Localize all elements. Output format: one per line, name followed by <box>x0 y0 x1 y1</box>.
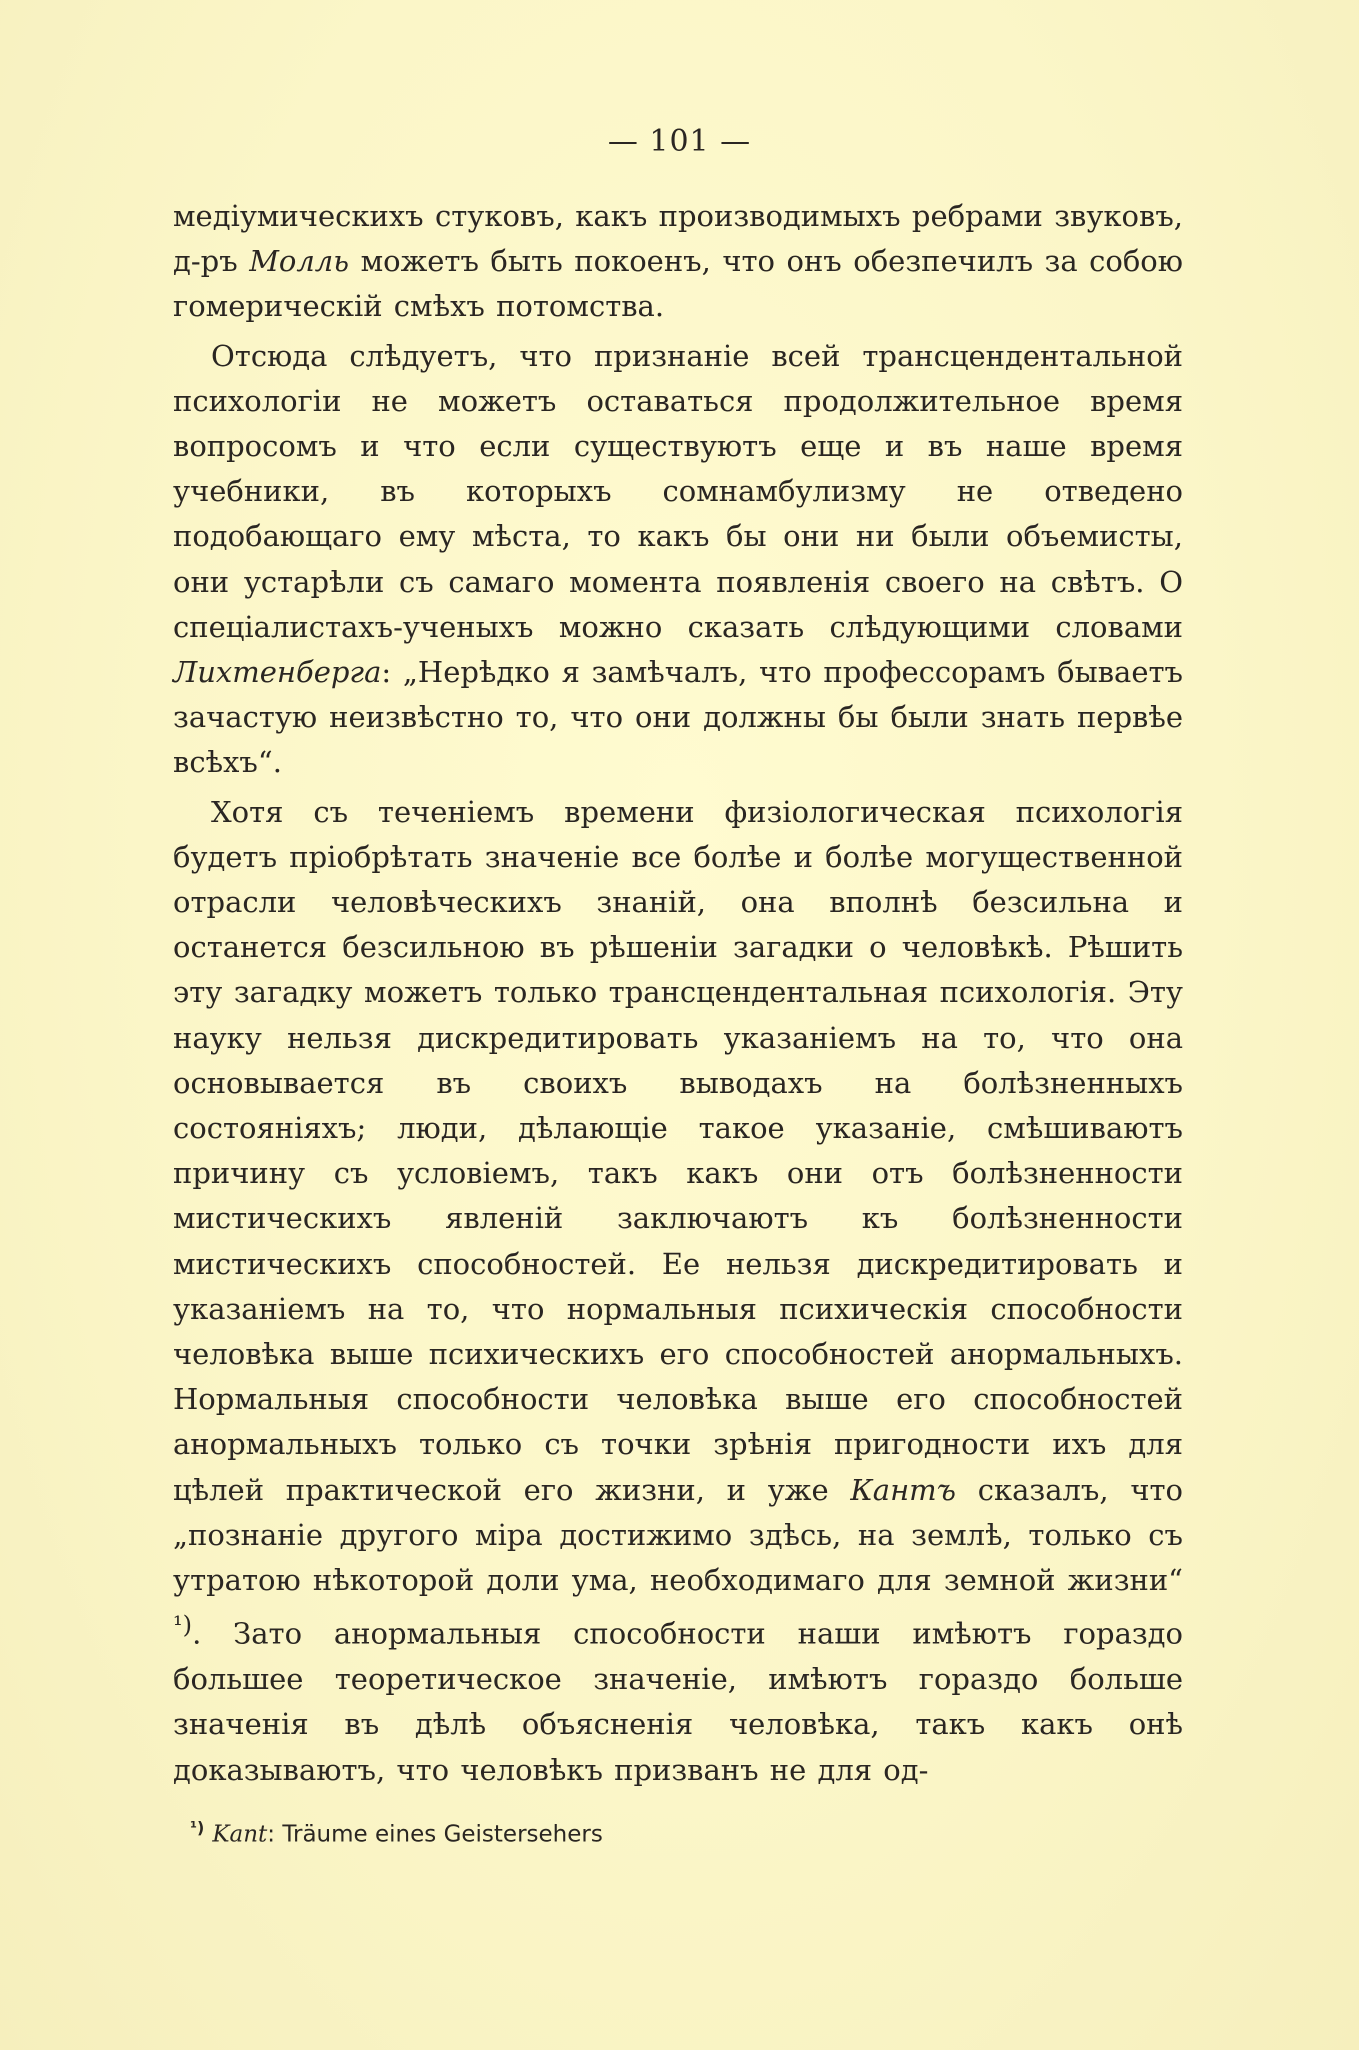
footnote-reference: ¹) <box>173 1611 193 1640</box>
italic-name: Кантъ <box>850 1472 957 1507</box>
text-segment: : „Нерѣдко я замѣчалъ, что профессорамъ бываетъ зачастую неизвѣстно то, что они должны бы были знать первѣе всѣхъ“. <box>173 655 1183 780</box>
body-text <box>173 194 1183 1797</box>
page-number: — 101 — <box>607 124 752 159</box>
footnote-marker: ¹) <box>190 1818 205 1837</box>
footnote-title: Träume eines Geistersehers <box>275 1821 603 1848</box>
text-segment: можетъ быть покоенъ, что онъ обезпечилъ за собою гомерическій смѣхъ потомства. <box>173 244 1184 324</box>
text-segment: Хотя съ теченіемъ времени физіологическая психологія будетъ пріобрѣтать значеніе все болѣе и болѣе могущественной отрасли человѣческихъ знаній, она вполнѣ безсильна и останется безсильною въ рѣшеніи загадки о человѣкѣ. Рѣшить эту загадку можетъ только трансцендентальная психологія. Эту науку нельзя дискредитировать указаніемъ на то, что она основывается въ своихъ выводахъ на болѣзненныхъ состояніяхъ; люди, дѣлающіе такое указаніе, смѣшиваютъ причину съ условіемъ, такъ какъ они отъ болѣзненности мистическихъ явленій заключаютъ къ болѣзненности мистическихъ способностей. Ее нельзя дискредитировать и указаніемъ на то, что нормальныя психическія способности человѣка выше психическихъ его способностей анормальныхъ. Нормальныя способности человѣка выше его способностей анормальныхъ только съ точки зрѣнія пригодности ихъ для цѣлей практической его жизни, и уже <box>173 794 1183 1507</box>
text-segment: Отсюда слѣдуетъ, что признаніе всей трансцендентальной психологіи не можетъ оставаться продолжительное время вопросомъ и что если существуютъ еще и въ наше время учебники, въ которыхъ сомнамбулизму не отведено подобающаго ему мѣста, то какъ бы они ни были объемисты, они устарѣли съ самаго момента появленія своего на свѣтъ. О спеціалистахъ-ученыхъ можно сказать слѣдующими словами <box>173 338 1183 644</box>
paragraph <box>173 194 1183 330</box>
text-segment: . Зато анормальныя способности наши имѣютъ гораздо большее теоретическое значеніе, имѣютъ гораздо больше значенія въ дѣлѣ объясненія человѣка, такъ какъ онѣ доказываютъ, что человѣкъ призванъ не для од- <box>173 1616 1183 1787</box>
paragraph <box>173 790 1183 1793</box>
text-segment: сказалъ, что „познаніе другого міра достижимо здѣсь, на землѣ, только съ утратою нѣкоторой доли ума, необходимаго для земной жизни“ <box>173 1472 1184 1598</box>
italic-name: Молль <box>249 244 350 279</box>
text-segment: медіумическихъ стуковъ, какъ производимыхъ ребрами звуковъ, д-ръ <box>173 199 1183 279</box>
footnote <box>190 1818 603 1848</box>
footnote-colon: : <box>267 1821 276 1848</box>
footnote-author: Kant <box>212 1821 268 1848</box>
paragraph <box>173 334 1183 786</box>
italic-name: Лихтенберга <box>173 655 382 690</box>
